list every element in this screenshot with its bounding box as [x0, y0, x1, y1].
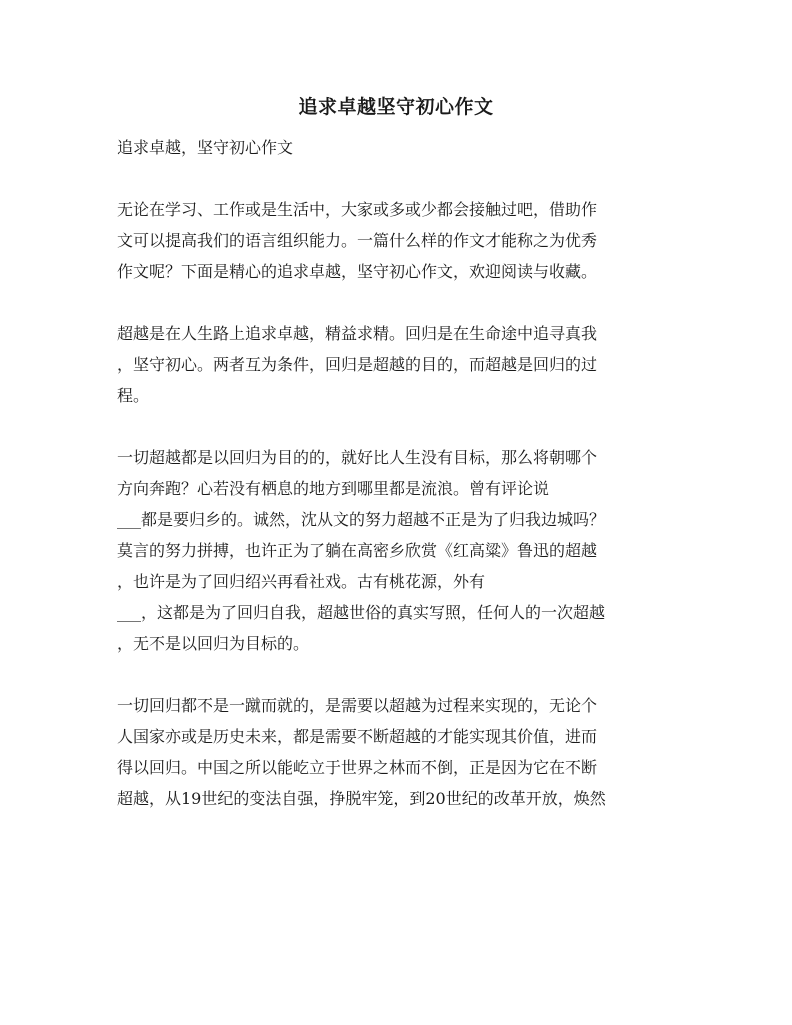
paragraph-spacer — [117, 287, 677, 318]
paragraph-spacer — [117, 411, 677, 442]
text-line: ，也许是为了回归绍兴再看社戏。古有桃花源，外有 — [117, 572, 486, 591]
text-line: 方向奔跑？心若没有栖息的地方到哪里都是流浪。曾有评论说 — [117, 479, 550, 498]
text-line: 无论在学习、工作或是生活中，大家或多或少都会接触过吧，借助作 — [117, 200, 598, 219]
paragraph-1 — [117, 194, 677, 287]
text-line: ___都是要归乡的。诚然，沈从文的努力超越不正是为了归我边城吗？ — [117, 510, 606, 529]
text-line: 超越是在人生路上追求卓越，精益求精。回归是在生命途中追寻真我 — [117, 324, 598, 343]
text-line: 人国家亦或是历史未来，都是需要不断超越的才能实现其价值，进而 — [117, 727, 598, 746]
paragraph-spacer — [117, 163, 677, 194]
paragraph-spacer — [117, 659, 677, 690]
paragraph-3 — [117, 442, 677, 659]
text-line: 程。 — [117, 386, 150, 405]
text-line: 得以回归。中国之所以能屹立于世界之林而不倒，正是因为它在不断 — [117, 758, 598, 777]
text-line: 一切回归都不是一蹴而就的，是需要以超越为过程来实现的，无论个 — [117, 696, 598, 715]
text-line: ___，这都是为了回归自我，超越世俗的真实写照，任何人的一次超越 — [117, 603, 606, 622]
document-subtitle: 追求卓越，坚守初心作文 — [117, 138, 294, 157]
document-title: 追求卓越坚守初心作文 — [298, 96, 494, 118]
text-line: 超越，从19世纪的变法自强，挣脱牢笼，到20世纪的改革开放，焕然 — [117, 789, 606, 808]
text-line: 作文呢？下面是精心的追求卓越，坚守初心作文，欢迎阅读与收藏。 — [117, 262, 598, 281]
text-line: ，无不是以回归为目标的。 — [117, 634, 310, 653]
paragraph-2 — [117, 318, 677, 411]
document-body — [117, 132, 677, 814]
text-line: ，坚守初心。两者互为条件，回归是超越的目的，而超越是回归的过 — [117, 355, 598, 374]
text-line: 一切超越都是以回归为目的的，就好比人生没有目标，那么将朝哪个 — [117, 448, 598, 467]
text-line: 文可以提高我们的语言组织能力。一篇什么样的作文才能称之为优秀 — [117, 231, 598, 250]
paragraph-4 — [117, 690, 677, 814]
text-line: 莫言的努力拼搏，也许正为了躺在高密乡欣赏《红高粱》鲁迅的超越 — [117, 541, 598, 560]
